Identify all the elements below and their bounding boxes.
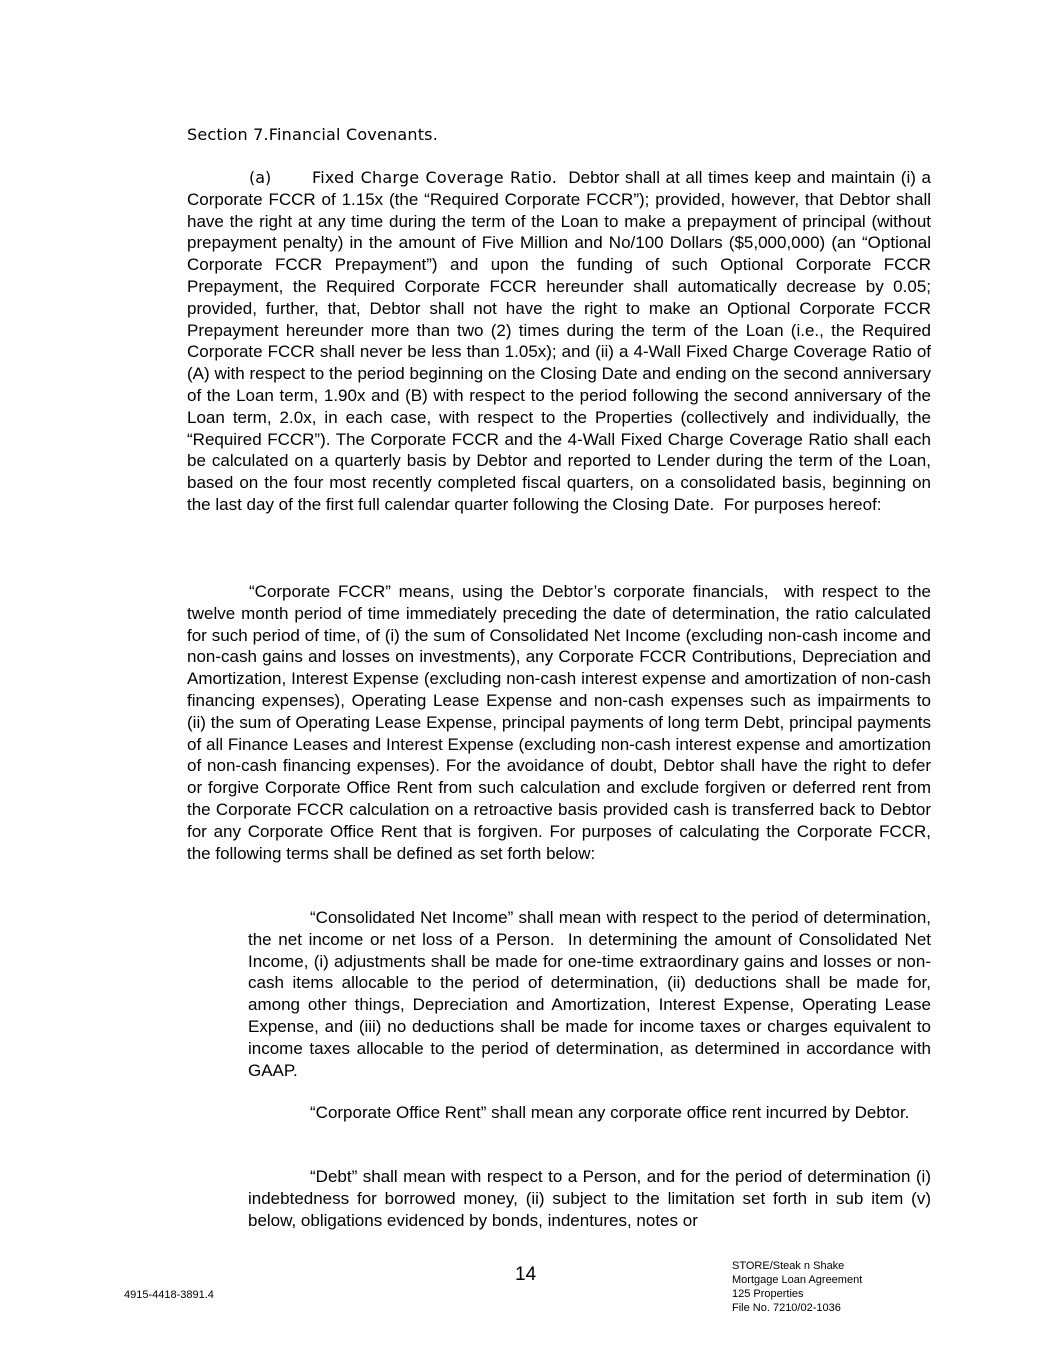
- paragraph-caption: Fixed Charge Coverage Ratio.: [312, 168, 558, 187]
- footer-line: STORE/Steak n Shake: [732, 1260, 845, 1272]
- paragraph-label: (a): [249, 168, 272, 187]
- paragraph-body: Debtor shall at all times keep and maintain (i) a Corporate FCCR of 1.15x (the “Required Corporate FCCR”); provided, however, that Debtor shall have the right at any time during the term of the Loan to make a prepayment of principal (without prepayment penalty) in the amount of Five Million and No/100 Dollars ($5,000,000) (an “Optional Corporate FCCR Prepayment”) and upon the funding of such Optional Corporate FCCR Prepayment, the Required Corporate FCCR hereunder shall automatically decrease by 0.05; provided, further, that, Debtor shall not have the right to make an Optional Corporate FCCR Prepayment hereunder more than two (2) times during the term of the Loan (i.e., the Required Corporate FCCR shall never be less than 1.05x); and (ii) a 4-Wall Fixed Charge Coverage Ratio of (A) with respect to the period beginning on the Closing Date and ending on the second anniversary of the Loan term, 1.90x and (B) with respect to the period following the second anniversary of the Loan term, 2.0x, in each case, with respect to the Properties (collectively and individually, the “Required FCCR”). The Corporate FCCR and the 4-Wall Fixed Charge Coverage Ratio shall each be calculated on a quarterly basis by Debtor and reported to Lender during the term of the Loan, based on the four most recently completed fiscal quarters, on a consolidated basis, beginning on the last day of the first full calendar quarter following the Closing Date. For purposes hereof:: [187, 168, 931, 514]
- document-id: 4915-4418-3891.4: [124, 1289, 214, 1301]
- footer-line: Mortgage Loan Agreement: [732, 1274, 863, 1286]
- paragraph-fixed-charge-coverage-ratio: [187, 167, 931, 516]
- footer-line: File No. 7210/02-1036: [732, 1302, 841, 1314]
- footer-line: 125 Properties: [732, 1288, 804, 1300]
- footer-document-info: [732, 1259, 862, 1315]
- definition-corporate-office-rent: “Corporate Office Rent” shall mean any corporate office rent incurred by Debtor.: [310, 1103, 910, 1122]
- definition-consolidated-net-income: “Consolidated Net Income” shall mean with respect to the period of determination, the net income or net loss of a Person. In determining the amount of Consolidated Net Income, (i) adjustments shall be made for one-time extraordinary gains and losses or non-cash items allocable to the period of determination, (ii) deductions shall be made for, among other things, Depreciation and Amortization, Interest Expense, Operating Lease Expense, and (iii) no deductions shall be made for income taxes or charges equivalent to income taxes allocable to the period of determination, as determined in accordance with GAAP.: [248, 908, 931, 1080]
- definition-debt: “Debt” shall mean with respect to a Person, and for the period of determination (i) indebtedness for borrowed money, (ii) subject to the limitation set forth in sub item (v) below, obligations evidenced by bonds, indentures, notes or: [248, 1167, 931, 1230]
- page-number: 14: [515, 1264, 537, 1285]
- definition-corporate-fccr: “Corporate FCCR” means, using the Debtor’s corporate financials, with respect to the twelve month period of time immediately preceding the date of determination, the ratio calculated for such period of time, of (i) the sum of Consolidated Net Income (excluding non-cash income and non-cash gains and losses on investments), any Corporate FCCR Contributions, Depreciation and Amortization, Interest Expense (excluding non-cash interest expense and amortization of non-cash financing expenses), Operating Lease Expense and non-cash expenses such as impairments to (ii) the sum of Operating Lease Expense, principal payments of long term Debt, principal payments of all Finance Leases and Interest Expense (excluding non-cash interest expense and amortization of non-cash financing expenses). For the avoidance of doubt, Debtor shall have the right to defer or forgive Corporate Office Rent from such calculation and exclude forgiven or deferred rent from the Corporate FCCR calculation on a retroactive basis provided cash is transferred back to Debtor for any Corporate Office Rent that is forgiven. For purposes of calculating the Corporate FCCR, the following terms shall be defined as set forth below:: [187, 582, 931, 863]
- section-heading: Section 7.Financial Covenants.: [187, 125, 438, 144]
